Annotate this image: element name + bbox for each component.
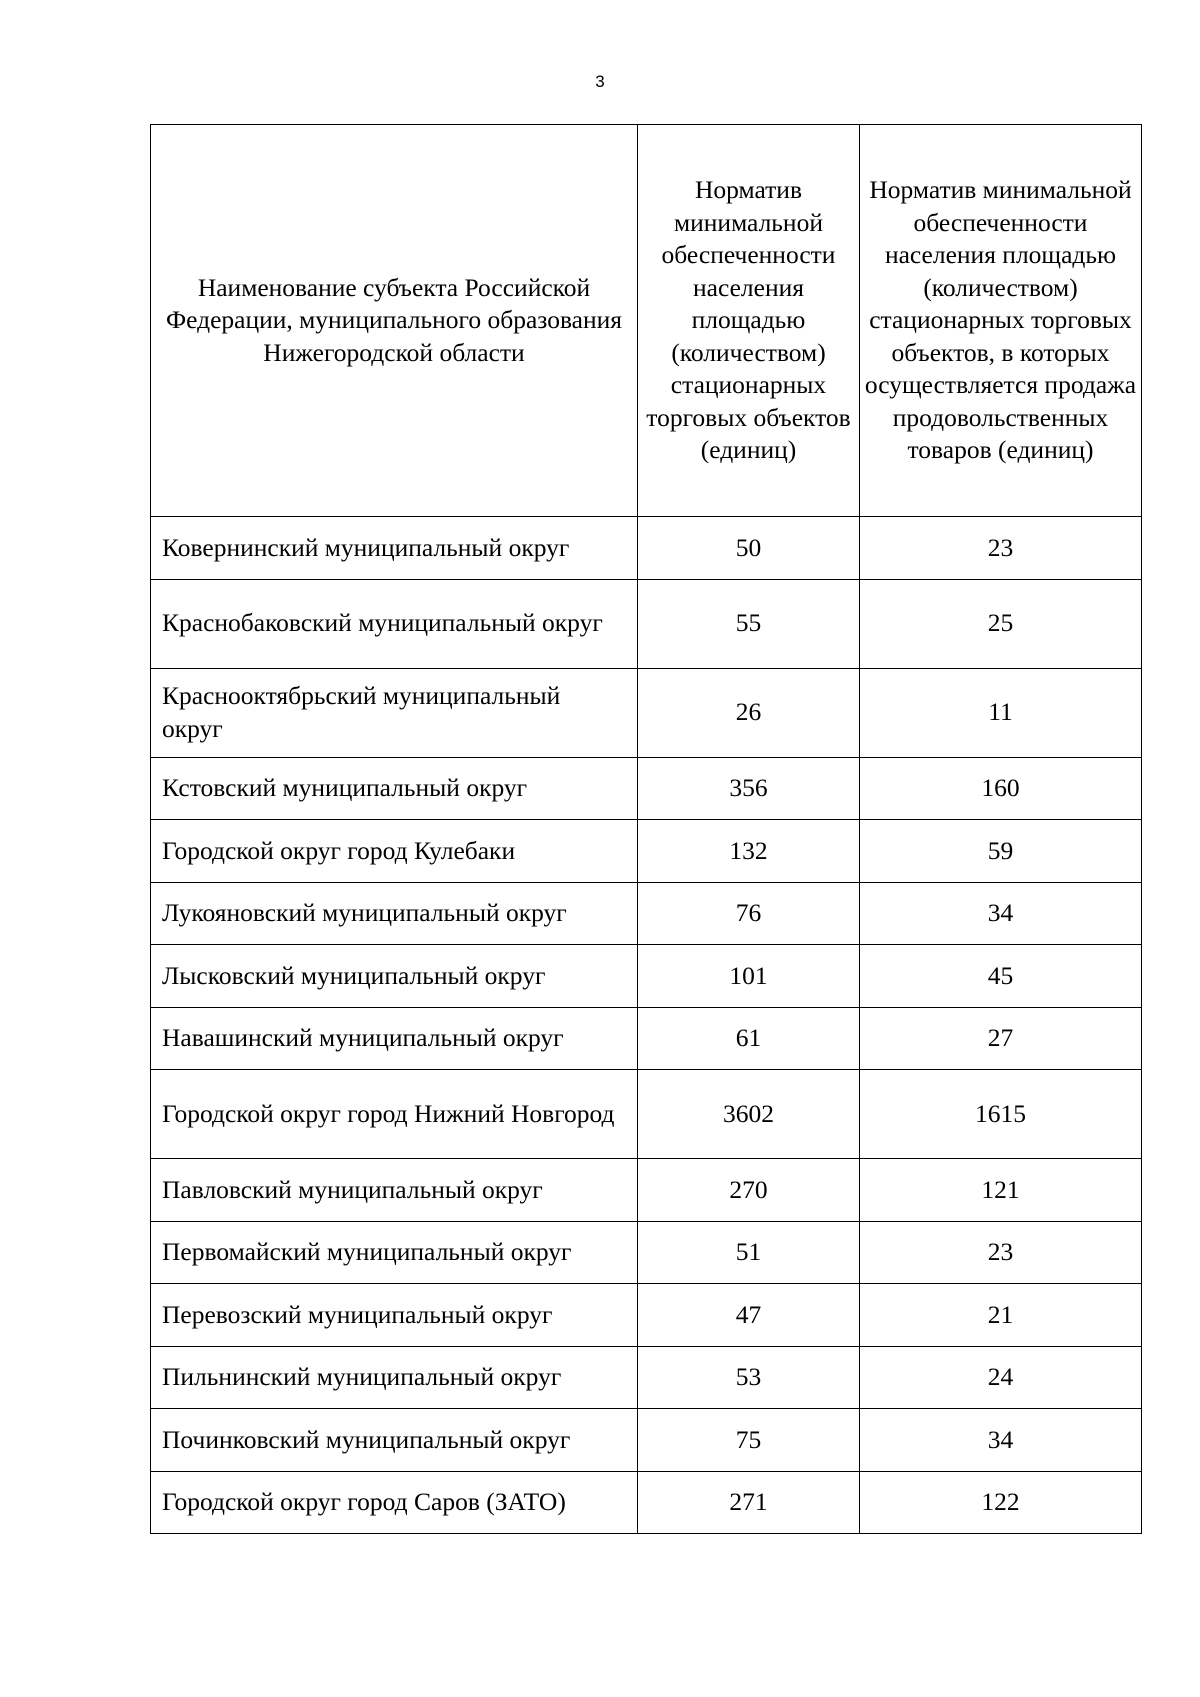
row-name: Кстовский муниципальный округ: [151, 757, 638, 820]
row-total: 132: [638, 820, 860, 883]
row-food: 23: [860, 1221, 1142, 1284]
row-total: 47: [638, 1284, 860, 1347]
row-total: 53: [638, 1346, 860, 1409]
row-food: 21: [860, 1284, 1142, 1347]
row-total: 101: [638, 945, 860, 1008]
row-name: Городской округ город Нижний Новгород: [151, 1070, 638, 1159]
table-row: [151, 1284, 1142, 1347]
row-name: Городской округ город Саров (ЗАТО): [151, 1471, 638, 1534]
row-total: 50: [638, 517, 860, 580]
row-food: 160: [860, 757, 1142, 820]
row-food: 121: [860, 1159, 1142, 1222]
row-food: 122: [860, 1471, 1142, 1534]
table-row: [151, 517, 1142, 580]
row-food: 11: [860, 668, 1142, 757]
row-name: Лысковский муниципальный округ: [151, 945, 638, 1008]
row-total: 61: [638, 1007, 860, 1070]
table-row: [151, 1471, 1142, 1534]
row-name: Краснобаковский муниципальный округ: [151, 579, 638, 668]
table-row: [151, 1221, 1142, 1284]
row-total: 75: [638, 1409, 860, 1472]
row-name: Ковернинский муниципальный округ: [151, 517, 638, 580]
table-row: [151, 820, 1142, 883]
norms-table: [150, 124, 1142, 1534]
row-total: 270: [638, 1159, 860, 1222]
row-food: 1615: [860, 1070, 1142, 1159]
table-row: [151, 757, 1142, 820]
row-total: 356: [638, 757, 860, 820]
row-total: 55: [638, 579, 860, 668]
row-total: 51: [638, 1221, 860, 1284]
table-row: [151, 579, 1142, 668]
header-food: Норматив минимальной обеспеченности населения площадью (количеством) стационарных торговых объектов, в которых осуществляется продажа продовольственных товаров (единиц): [860, 125, 1142, 517]
row-food: 34: [860, 1409, 1142, 1472]
table-row: [151, 945, 1142, 1008]
row-name: Краснооктябрьский муниципальный округ: [151, 668, 638, 757]
row-food: 45: [860, 945, 1142, 1008]
row-name: Лукояновский муниципальный округ: [151, 882, 638, 945]
table-row: [151, 1007, 1142, 1070]
row-food: 23: [860, 517, 1142, 580]
header-name: Наименование субъекта Российской Федерации, муниципального образования Нижегородской области: [151, 125, 638, 517]
header-total: Норматив минимальной обеспеченности населения площадью (количеством) стационарных торговых объектов (единиц): [638, 125, 860, 517]
table-row: [151, 1070, 1142, 1159]
row-food: 34: [860, 882, 1142, 945]
row-name: Павловский муниципальный округ: [151, 1159, 638, 1222]
row-food: 59: [860, 820, 1142, 883]
row-name: Перевозский муниципальный округ: [151, 1284, 638, 1347]
row-name: Пильнинский муниципальный округ: [151, 1346, 638, 1409]
row-food: 27: [860, 1007, 1142, 1070]
row-food: 25: [860, 579, 1142, 668]
row-name: Починковский муниципальный округ: [151, 1409, 638, 1472]
row-food: 24: [860, 1346, 1142, 1409]
page-number: 3: [595, 72, 605, 91]
row-total: 3602: [638, 1070, 860, 1159]
row-total: 26: [638, 668, 860, 757]
row-name: Первомайский муниципальный округ: [151, 1221, 638, 1284]
table-row: [151, 1346, 1142, 1409]
table-header-row: [151, 125, 1142, 517]
row-total: 76: [638, 882, 860, 945]
table-row: [151, 1159, 1142, 1222]
table-row: [151, 1409, 1142, 1472]
row-name: Навашинский муниципальный округ: [151, 1007, 638, 1070]
row-name: Городской округ город Кулебаки: [151, 820, 638, 883]
row-total: 271: [638, 1471, 860, 1534]
table-row: [151, 882, 1142, 945]
table-row: [151, 668, 1142, 757]
